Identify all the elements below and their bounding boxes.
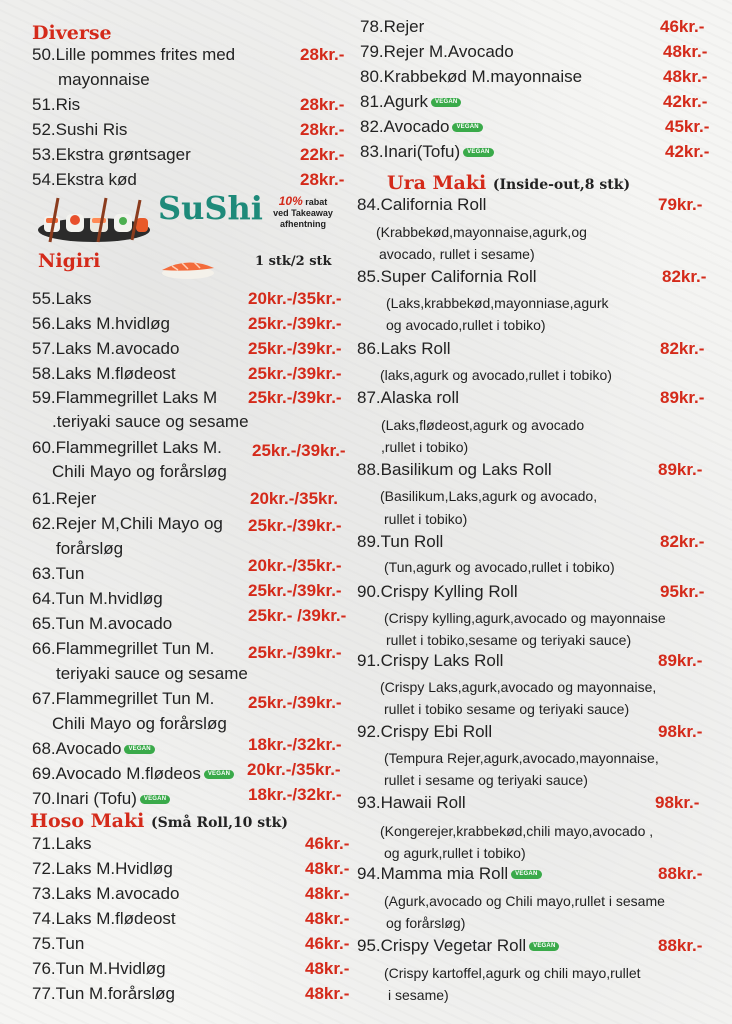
price-50: 28kr.- [300, 45, 345, 64]
menu-item-77: 77.Tun M.forårsløg [32, 984, 175, 1003]
menu-item-83-label: 83.Inari(Tofu) [360, 142, 461, 161]
menu-item-62: 62.Rejer M,Chili Mayo og [32, 514, 223, 533]
vegan-badge: VEGAN [431, 98, 461, 107]
menu-item-91: 91.Crispy Laks Roll [357, 651, 504, 670]
menu-item-69 [32, 764, 234, 784]
price-61: 20kr.-/35kr. [250, 489, 338, 508]
menu-item-84: 84.California Roll [357, 195, 487, 214]
menu-item-73: 73.Laks M.avocado [32, 884, 180, 903]
price-78: 46kr.- [660, 17, 705, 36]
price-92: 98kr.- [658, 722, 703, 741]
menu-item-76: 76.Tun M.Hvidløg [32, 959, 166, 978]
piece-count-label: 1 stk/2 stk [255, 254, 332, 269]
menu-item-88: 88.Basilikum og Laks Roll [357, 460, 552, 479]
menu-item-87-desc: (Laks,flødeost,agurk og avocado [381, 417, 585, 433]
menu-item-90: 90.Crispy Kylling Roll [357, 582, 518, 601]
menu-item-60-cont: Chili Mayo og forårsløg [52, 462, 227, 481]
menu-item-68-label: 68.Avocado [32, 739, 122, 758]
menu-item-64: 64.Tun M.hvidløg [32, 589, 163, 608]
price-63: 20kr.-/35kr.- [248, 556, 342, 575]
menu-item-70 [32, 789, 170, 809]
menu-item-85: 85.Super California Roll [357, 267, 537, 286]
price-84: 79kr.- [658, 195, 703, 214]
menu-item-80: 80.Krabbekød M.mayonnaise [360, 67, 583, 86]
price-72: 48kr.- [305, 859, 350, 878]
menu-item-59-cont: .teriyaki sauce og sesame [52, 412, 249, 431]
menu-item-70-label: 70.Inari (Tofu) [32, 789, 137, 808]
section-heading-hoso-maki [30, 810, 288, 834]
menu-item-94-desc-2: og forårsløg) [386, 915, 466, 931]
menu-item-89-desc: (Tun,agurk og avocado,rullet i tobiko) [384, 559, 615, 575]
menu-item-51: 51.Ris [32, 95, 81, 114]
price-67: 25kr.-/39kr.- [248, 693, 342, 712]
menu-item-95 [357, 936, 559, 956]
menu-item-75: 75.Tun [32, 934, 85, 953]
price-88: 89kr.- [658, 460, 703, 479]
price-68: 18kr.-/32kr.- [248, 735, 342, 754]
menu-item-65: 65.Tun M.avocado [32, 614, 173, 633]
menu-item-86: 86.Laks Roll [357, 339, 451, 358]
price-77: 48kr.- [305, 984, 350, 1003]
sushi-logo: SuShi [158, 189, 263, 227]
menu-item-54: 54.Ekstra kød [32, 170, 137, 189]
menu-item-58: 58.Laks M.flødeost [32, 364, 176, 383]
menu-item-60: 60.Flammegrillet Laks M. [32, 438, 222, 457]
vegan-badge: VEGAN [140, 795, 170, 804]
menu-item-69-label: 69.Avocado M.flødeos [32, 764, 201, 783]
menu-item-94 [357, 864, 542, 884]
ura-maki-subtitle: (Inside-out,8 stk) [492, 177, 631, 193]
price-57: 25kr.-/39kr.- [248, 339, 342, 358]
menu-item-71: 71.Laks [32, 834, 92, 853]
price-69: 20kr.-/35kr.- [247, 760, 341, 779]
price-85: 82kr.- [662, 267, 707, 286]
price-62: 25kr.-/39kr.- [248, 516, 342, 535]
section-heading-nigiri: Nigiri [38, 250, 101, 272]
menu-item-50: 50.Lille pommes frites med [32, 45, 236, 64]
takeaway-discount-note [264, 196, 342, 230]
price-52: 28kr.- [300, 120, 345, 139]
menu-item-62-cont: forårsløg [56, 539, 124, 558]
menu-item-81 [360, 92, 461, 112]
menu-item-61: 61.Rejer [32, 489, 97, 508]
price-95: 88kr.- [658, 936, 703, 955]
menu-item-66-cont: teriyaki sauce og sesame [56, 664, 248, 683]
menu-item-84-desc: (Krabbekød,mayonnaise,agurk,og [376, 224, 587, 240]
vegan-badge: VEGAN [452, 123, 482, 132]
discount-line3: afhentning [280, 219, 326, 229]
vegan-badge: VEGAN [511, 870, 541, 879]
price-55: 20kr.-/35kr.- [248, 289, 342, 308]
price-59: 25kr.-/39kr.- [248, 388, 342, 407]
menu-item-95-label: 95.Crispy Vegetar Roll [357, 936, 527, 955]
price-81: 42kr.- [663, 92, 708, 111]
price-89: 82kr.- [660, 532, 705, 551]
vegan-badge: VEGAN [204, 770, 234, 779]
section-heading-ura-maki [387, 172, 630, 196]
price-90: 95kr.- [660, 582, 705, 601]
price-76: 48kr.- [305, 959, 350, 978]
price-79: 48kr.- [663, 42, 708, 61]
menu-item-94-desc: (Agurk,avocado og Chili mayo,rullet i sesame [384, 893, 665, 909]
menu-item-53: 53.Ekstra grøntsager [32, 145, 191, 164]
price-71: 46kr.- [305, 834, 350, 853]
price-94: 88kr.- [658, 864, 703, 883]
menu-item-93-desc-2: og agurk,rullet i tobiko) [384, 845, 526, 861]
menu-item-59: 59.Flammegrillet Laks M [32, 388, 218, 407]
vegan-badge: VEGAN [463, 148, 493, 157]
menu-item-92-desc: (Tempura Rejer,agurk,avocado,mayonnaise, [384, 750, 659, 766]
price-51: 28kr.- [300, 95, 345, 114]
menu-item-55: 55.Laks [32, 289, 92, 308]
menu-item-82-label: 82.Avocado [360, 117, 450, 136]
menu-item-87-desc-2: ,rullet i tobiko) [381, 439, 469, 455]
price-87: 89kr.- [660, 388, 705, 407]
price-70: 18kr.-/32kr.- [248, 785, 342, 804]
price-73: 48kr.- [305, 884, 350, 903]
ura-maki-title: Ura Maki [387, 172, 487, 194]
section-heading-diverse: Diverse [32, 22, 112, 44]
menu-item-90-desc: (Crispy kylling,agurk,avocado og mayonnaise [384, 610, 666, 626]
hoso-maki-subtitle: (Små Roll,10 stk) [150, 815, 288, 831]
menu-item-79: 79.Rejer M.Avocado [360, 42, 514, 61]
menu-item-92: 92.Crispy Ebi Roll [357, 722, 493, 741]
menu-item-87: 87.Alaska roll [357, 388, 460, 407]
menu-item-74: 74.Laks M.flødeost [32, 909, 176, 928]
menu-item-95-desc: (Crispy kartoffel,agurk og chili mayo,rullet [384, 965, 641, 981]
menu-item-78: 78.Rejer [360, 17, 425, 36]
price-75: 46kr.- [305, 934, 350, 953]
price-58: 25kr.-/39kr.- [248, 364, 342, 383]
menu-item-93: 93.Hawaii Roll [357, 793, 466, 812]
menu-item-82 [360, 117, 483, 137]
menu-item-81-label: 81.Agurk [360, 92, 429, 111]
menu-item-50-cont: mayonnaise [58, 70, 150, 89]
vegan-badge: VEGAN [529, 942, 559, 951]
menu-item-94-label: 94.Mamma mia Roll [357, 864, 509, 883]
price-64: 25kr.-/39kr.- [248, 581, 342, 600]
price-86: 82kr.- [660, 339, 705, 358]
price-83: 42kr.- [665, 142, 710, 161]
price-93: 98kr.- [655, 793, 700, 812]
menu-item-88-desc-2: rullet i tobiko) [384, 511, 468, 527]
menu-item-56: 56.Laks M.hvidløg [32, 314, 170, 333]
menu-item-52: 52.Sushi Ris [32, 120, 128, 139]
menu-item-66: 66.Flammegrillet Tun M. [32, 639, 215, 658]
menu-item-68 [32, 739, 155, 759]
menu-item-89: 89.Tun Roll [357, 532, 444, 551]
price-74: 48kr.- [305, 909, 350, 928]
menu-item-67-cont: Chili Mayo og forårsløg [52, 714, 227, 733]
discount-percent: 10% [278, 194, 303, 208]
hoso-maki-title: Hoso Maki [30, 810, 145, 832]
menu-item-86-desc: (laks,agurk og avocado,rullet i tobiko) [380, 367, 612, 383]
price-65: 25kr.- /39kr.- [248, 606, 347, 625]
menu-item-85-desc: (Laks,krabbekød,mayonniase,agurk [386, 295, 609, 311]
discount-rabat: rabat [305, 197, 328, 207]
menu-item-91-desc-2: rullet i tobiko sesame og teriyaki sauce) [384, 701, 630, 717]
menu-item-92-desc-2: rullet i sesame og teriyaki sauce) [384, 772, 588, 788]
menu-item-63: 63.Tun [32, 564, 85, 583]
price-82: 45kr.- [665, 117, 710, 136]
menu-item-67: 67.Flammegrillet Tun M. [32, 689, 215, 708]
menu-item-85-desc-2: og avocado,rullet i tobiko) [386, 317, 546, 333]
salmon-nigiri-image [158, 256, 218, 280]
menu-item-83 [360, 142, 494, 162]
vegan-badge: VEGAN [124, 745, 154, 754]
discount-line2: ved Takeaway [273, 208, 333, 218]
menu-item-90-desc-2: rullet i tobiko,sesame og teriyaki sauce) [386, 632, 632, 648]
price-91: 89kr.- [658, 651, 703, 670]
menu-item-84-desc-2: avocado, rullet i sesame) [379, 246, 535, 262]
price-53: 22kr.- [300, 145, 345, 164]
menu-item-57: 57.Laks M.avocado [32, 339, 180, 358]
sushi-platter-image [36, 196, 152, 246]
price-66: 25kr.-/39kr.- [248, 643, 342, 662]
price-60: 25kr.-/39kr.- [252, 441, 346, 460]
price-80: 48kr.- [663, 67, 708, 86]
menu-item-91-desc: (Crispy Laks,agurk,avocado og mayonnaise, [380, 679, 657, 695]
menu-item-72: 72.Laks M.Hvidløg [32, 859, 173, 878]
menu-item-93-desc: (Kongerejer,krabbekød,chili mayo,avocado , [380, 823, 654, 839]
price-56: 25kr.-/39kr.- [248, 314, 342, 333]
menu-item-88-desc: (Basilikum,Laks,agurk og avocado, [380, 488, 598, 504]
menu-item-95-desc-2: i sesame) [388, 987, 449, 1003]
price-54: 28kr.- [300, 170, 345, 189]
